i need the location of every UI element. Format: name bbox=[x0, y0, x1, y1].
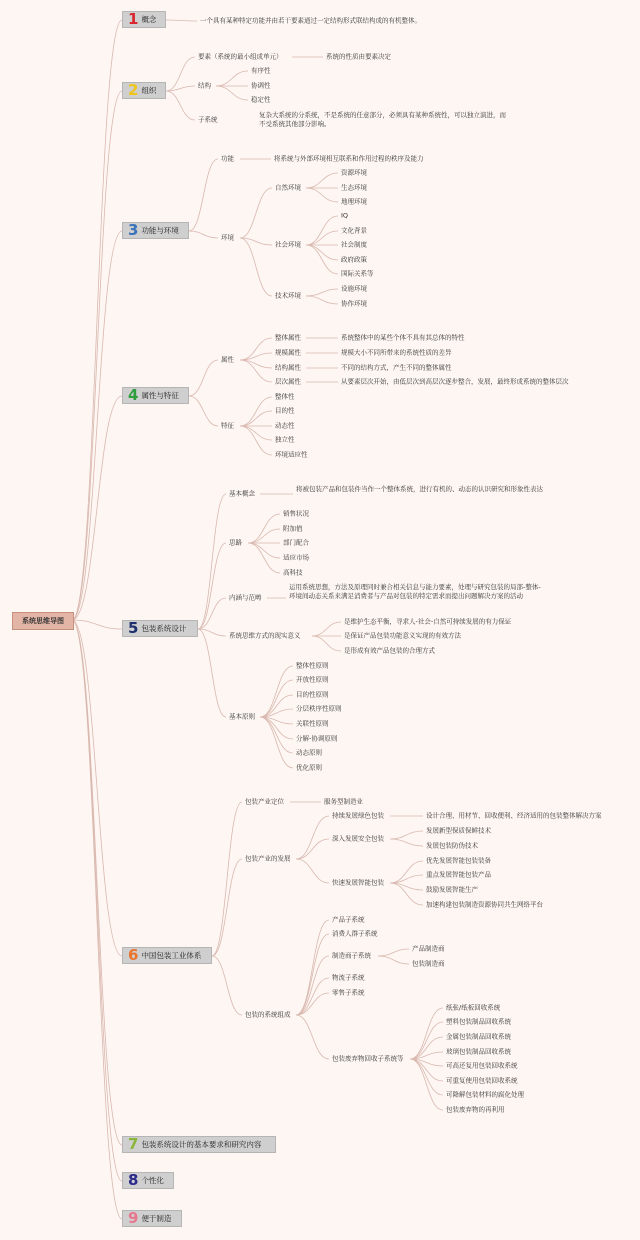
principle-item: 开放性原则 bbox=[296, 675, 329, 684]
thinking-item: 高科技 bbox=[283, 568, 303, 577]
recycle-item: 塑料包装制品回收系统 bbox=[446, 1017, 511, 1026]
recycle-subsystem: 包装废弃物回收子系统等 bbox=[332, 1054, 404, 1063]
thinking-node: 思路 bbox=[229, 538, 242, 547]
section-6[interactable] bbox=[122, 947, 212, 964]
section-label: 包装系统设计的基本要求和研究内容 bbox=[141, 1140, 262, 1149]
feature-item: 环境适应性 bbox=[275, 450, 308, 459]
smart-pack-item: 鼓励发展智能生产 bbox=[426, 885, 478, 894]
section-label: 属性与特征 bbox=[141, 391, 179, 400]
principles-node: 基本原则 bbox=[229, 712, 255, 721]
recycle-item: 金属包装制品回收系统 bbox=[446, 1032, 511, 1041]
industry-position-desc: 服务型制造业 bbox=[324, 797, 363, 806]
section-number: 3 bbox=[128, 221, 139, 239]
meaning-item: 是维护生态平衡，寻求人-社会-自然可持续发展的有力保证 bbox=[344, 617, 512, 626]
section-number: 8 bbox=[128, 1171, 139, 1189]
attribute-item: 结构属性 bbox=[275, 363, 301, 372]
attribute-item: 整体属性 bbox=[275, 333, 301, 342]
social-env-item: 政府政策 bbox=[341, 255, 367, 264]
section-7[interactable] bbox=[122, 1136, 276, 1153]
section-number: 5 bbox=[128, 619, 139, 637]
section-number: 6 bbox=[128, 946, 139, 964]
structure-item: 协调性 bbox=[251, 81, 271, 90]
green-pack-desc: 设计合理、用材节、回收便利、经济适用的包装整体解决方案 bbox=[426, 811, 602, 820]
tech-env-item: 设施环境 bbox=[341, 284, 367, 293]
attribute-desc: 从要素层次开始，由低层次到高层次逐步整合，发展，最终形成系统的整体层次 bbox=[341, 377, 569, 386]
principle-item: 整体性原则 bbox=[296, 661, 329, 670]
attribute-desc: 系统整体中的某些个体不具有其总体的特性 bbox=[341, 333, 465, 342]
attribute-item: 层次属性 bbox=[275, 377, 301, 386]
structure-item: 有序性 bbox=[251, 66, 271, 75]
safe-pack-item: 发展新型保质保鲜技术 bbox=[426, 826, 491, 835]
section-label: 便于制造 bbox=[141, 1214, 172, 1223]
recycle-item: 可降解包装材料的腐化处理 bbox=[446, 1090, 524, 1099]
basic-concept-desc: 将被包装产品和包装件当作一个整体系统，进行有机的、动态的认识研究和形象性表达 bbox=[296, 485, 543, 493]
element-node: 要素（系统的最小组成单元） bbox=[198, 52, 283, 61]
safe-pack-node: 深入发展安全包装 bbox=[332, 834, 384, 843]
structure-node: 结构 bbox=[198, 81, 211, 90]
section-5[interactable] bbox=[122, 620, 198, 637]
subsystem-node: 子系统 bbox=[198, 115, 218, 124]
basic-concept-node: 基本概念 bbox=[229, 489, 255, 498]
retail-subsystem: 零售子系统 bbox=[332, 988, 365, 997]
section-number: 7 bbox=[128, 1135, 139, 1153]
subsystem-desc: 复杂大系统的分系统，不是系统的任意部分，必须具有某种系统性，可以独立演进，而不受系统其他部分影响。 bbox=[259, 111, 506, 128]
social-env-item: IQ bbox=[341, 211, 349, 220]
thinking-item: 销售状况 bbox=[283, 509, 309, 518]
function-desc: 将系统与外部环境相互联系和作用过程的秩序及能力 bbox=[274, 154, 424, 163]
meaning-item: 是保证产品包装功能意义实现的有效方法 bbox=[344, 631, 461, 640]
section-3[interactable] bbox=[122, 222, 189, 239]
root-node[interactable]: 系统思维导图 bbox=[12, 612, 74, 630]
social-env-item: 社会制度 bbox=[341, 240, 367, 249]
recycle-item: 包装废弃物的再利用 bbox=[446, 1105, 505, 1114]
logistics-subsystem: 物流子系统 bbox=[332, 973, 365, 982]
element-desc: 系统的性质由要素决定 bbox=[326, 52, 391, 61]
structure-item: 稳定性 bbox=[251, 95, 271, 104]
thinking-item: 附加值 bbox=[283, 524, 303, 533]
principle-item: 优化原则 bbox=[296, 763, 322, 772]
maker-item: 包装制造商 bbox=[412, 959, 445, 968]
smart-pack-node: 快速发展智能包装 bbox=[332, 878, 384, 887]
section-number: 1 bbox=[128, 10, 139, 28]
product-subsystem: 产品子系统 bbox=[332, 915, 365, 924]
feature-item: 独立性 bbox=[275, 435, 295, 444]
social-env-item: 国际关系等 bbox=[341, 269, 374, 278]
section-number: 4 bbox=[128, 386, 139, 404]
section-label: 包装系统设计 bbox=[141, 624, 187, 633]
recycle-item: 可重复使用包装回收系统 bbox=[446, 1076, 518, 1085]
section-label: 个性化 bbox=[141, 1176, 164, 1185]
section-1[interactable] bbox=[122, 11, 166, 28]
scope-desc: 运用系统思想，方法及原理同时兼合相关信息与能力要素，处理与研究包装的局部-整体-环境间动态关系来满足消费者与产品对包装的特定需求而提出问题解决方案的活动 bbox=[289, 583, 541, 600]
social-env-node: 社会环境 bbox=[275, 240, 301, 249]
feature-item: 目的性 bbox=[275, 406, 295, 415]
natural-env-item: 资源环境 bbox=[341, 168, 367, 177]
safe-pack-item: 发展包装防伪技术 bbox=[426, 841, 478, 850]
section-label: 中国包装工业体系 bbox=[141, 951, 202, 960]
environment-node: 环境 bbox=[221, 233, 234, 242]
concept-desc: 一个具有某种特定功能并由若干要素通过一定结构形式联结构成的有机整体。 bbox=[200, 16, 421, 25]
thinking-item: 部门配合 bbox=[283, 538, 309, 547]
recycle-item: 可高还复用包装回收系统 bbox=[446, 1061, 518, 1070]
tech-env-node: 技术环境 bbox=[275, 291, 301, 300]
maker-subsystem: 制造商子系统 bbox=[332, 951, 371, 960]
principle-item: 目的性原则 bbox=[296, 690, 329, 699]
recycle-item: 玻璃包装制品回收系统 bbox=[446, 1047, 511, 1056]
system-composition-node: 包装的系统组成 bbox=[245, 1010, 291, 1019]
section-9[interactable] bbox=[122, 1210, 182, 1227]
smart-pack-item: 加速构建包装制造资源协同共生网络平台 bbox=[426, 900, 543, 909]
industry-position-node: 包装产业定位 bbox=[245, 797, 284, 806]
natural-env-node: 自然环境 bbox=[275, 183, 301, 192]
attribute-node: 属性 bbox=[221, 355, 234, 364]
function-node: 功能 bbox=[221, 154, 234, 163]
principle-item: 分层秩序性原则 bbox=[296, 704, 342, 713]
thinking-item: 适应市场 bbox=[283, 553, 309, 562]
industry-dev-node: 包装产业的发展 bbox=[245, 854, 291, 863]
section-label: 功能与环境 bbox=[141, 226, 179, 235]
smart-pack-item: 重点发展智能包装产品 bbox=[426, 870, 491, 879]
green-pack-node: 持续发展绿色包装 bbox=[332, 811, 384, 820]
consumer-subsystem: 消费人群子系统 bbox=[332, 929, 378, 938]
feature-node: 特征 bbox=[221, 421, 234, 430]
section-label: 概念 bbox=[141, 15, 157, 24]
section-4[interactable] bbox=[122, 387, 189, 404]
feature-item: 整体性 bbox=[275, 392, 295, 401]
attribute-desc: 不同的结构方式，产生不同的整体属性 bbox=[341, 363, 452, 372]
smart-pack-item: 优先发展智能包装装备 bbox=[426, 856, 491, 865]
recycle-item: 纸张/纸板回收系统 bbox=[446, 1003, 501, 1012]
section-label: 组织 bbox=[141, 86, 157, 95]
section-2[interactable] bbox=[122, 82, 166, 99]
attribute-desc: 规模大小不同所带来的系统性质的差异 bbox=[341, 348, 452, 357]
scope-node: 内涵与范畴 bbox=[229, 593, 262, 602]
section-number: 9 bbox=[128, 1209, 139, 1227]
attribute-item: 规模属性 bbox=[275, 348, 301, 357]
maker-item: 产品制造商 bbox=[412, 944, 445, 953]
feature-item: 动态性 bbox=[275, 421, 295, 430]
social-env-item: 文化背景 bbox=[341, 226, 367, 235]
natural-env-item: 生态环境 bbox=[341, 183, 367, 192]
section-number: 2 bbox=[128, 81, 139, 99]
natural-env-item: 地理环境 bbox=[341, 197, 367, 206]
principle-item: 动态原则 bbox=[296, 748, 322, 757]
principle-item: 分解-协调原则 bbox=[296, 734, 338, 743]
tech-env-item: 协作环境 bbox=[341, 299, 367, 308]
section-8[interactable] bbox=[122, 1172, 174, 1189]
principle-item: 关联性原则 bbox=[296, 719, 329, 728]
meaning-node: 系统思维方式的现实意义 bbox=[229, 631, 301, 640]
meaning-item: 是形成有效产品包装的合理方式 bbox=[344, 646, 435, 655]
